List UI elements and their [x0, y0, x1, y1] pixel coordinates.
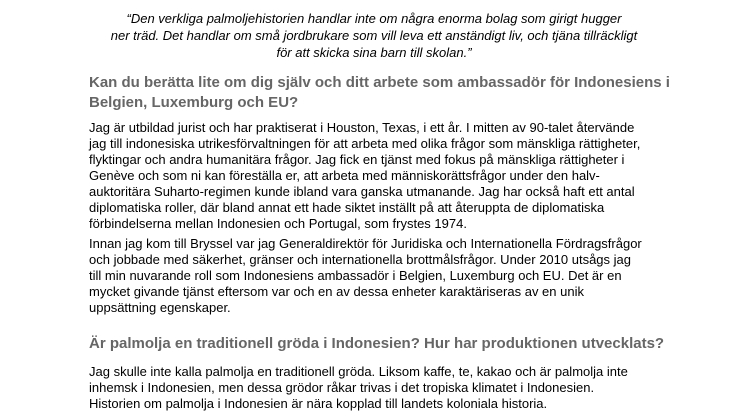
- paragraph-line: och jobbade med säkerhet, gränser och internationella brottmålsfrågor. Under 2010 utsågs jag: [89, 252, 631, 267]
- paragraph-line: Jag är utbildad jurist och har praktiserat i Houston, Texas, i ett år. I mitten av 90-talet återvände: [89, 120, 635, 135]
- paragraph-line: till min nuvarande roll som Indonesiens ambassadör i Belgien, Luxemburg och EU. Det är en: [89, 268, 622, 283]
- paragraph-line: diplomatiska roller, där bland annat ett hade siktet inställt på att återuppta de diplomatiska: [89, 200, 605, 215]
- quote-line: “Den verkliga palmoljehistorien handlar inte om några enorma bolag som girigt hugger: [126, 11, 622, 26]
- paragraph-line: inhemsk i Indonesien, men dessa grödor råkar trivas i det tropiska klimatet i Indonesien.: [89, 380, 595, 395]
- heading-line: Är palmolja en traditionell gröda i Indonesien? Hur har produktionen utvecklats?: [89, 335, 665, 352]
- answer-paragraph-2: [89, 236, 642, 316]
- heading-line: Belgien, Luxemburg och EU?: [89, 94, 299, 111]
- paragraph-line: Genève och som ni kan föreställa er, att arbeta med människorättsfrågor under den halv-: [89, 168, 600, 183]
- pull-quote: [100, 10, 648, 61]
- paragraph-line: förbindelserna mellan Indonesien och Portugal, som frystes 1974.: [89, 216, 467, 231]
- quote-line: ner träd. Det handlar om små jordbrukare som vill leva ett anständigt liv, och tjäna tillräckligt: [110, 28, 638, 43]
- paragraph-line: auktoritära Suharto-regimen kunde ibland vara ganska utmanande. Jag har också haft ett antal: [89, 184, 635, 199]
- answer-paragraph-1: [89, 120, 640, 232]
- paragraph-line: Historien om palmolja i Indonesien är nära kopplad till landets koloniala historia.: [89, 396, 548, 411]
- paragraph-line: Jag skulle inte kalla palmolja en traditionell gröda. Liksom kaffe, te, kakao och är palmolja inte: [89, 364, 628, 379]
- paragraph-line: Innan jag kom till Bryssel var jag Generaldirektör för Juridiska och Internationella Fördragsfrågor: [89, 236, 642, 251]
- answer-paragraph-3: [89, 364, 628, 412]
- paragraph-line: mycket givande tjänst eftersom var och en av dessa enheter karaktäriseras av en unik: [89, 284, 584, 299]
- paragraph-line: uppsättning egenskaper.: [89, 300, 231, 315]
- paragraph-line: jag till indonesiska utrikesförvaltningen för att arbeta med olika frågor som mänskliga rättigheter,: [89, 136, 641, 151]
- question-heading-2: [89, 334, 664, 354]
- question-heading-1: [89, 73, 670, 113]
- quote-line: för att skicka sina barn till skolan.”: [276, 45, 472, 60]
- heading-line: Kan du berätta lite om dig själv och ditt arbete som ambassadör för Indonesiens i: [89, 74, 670, 91]
- paragraph-line: flyktingar och andra humanitära frågor. Jag fick en tjänst med fokus på mänskliga rättigheter i: [89, 152, 625, 167]
